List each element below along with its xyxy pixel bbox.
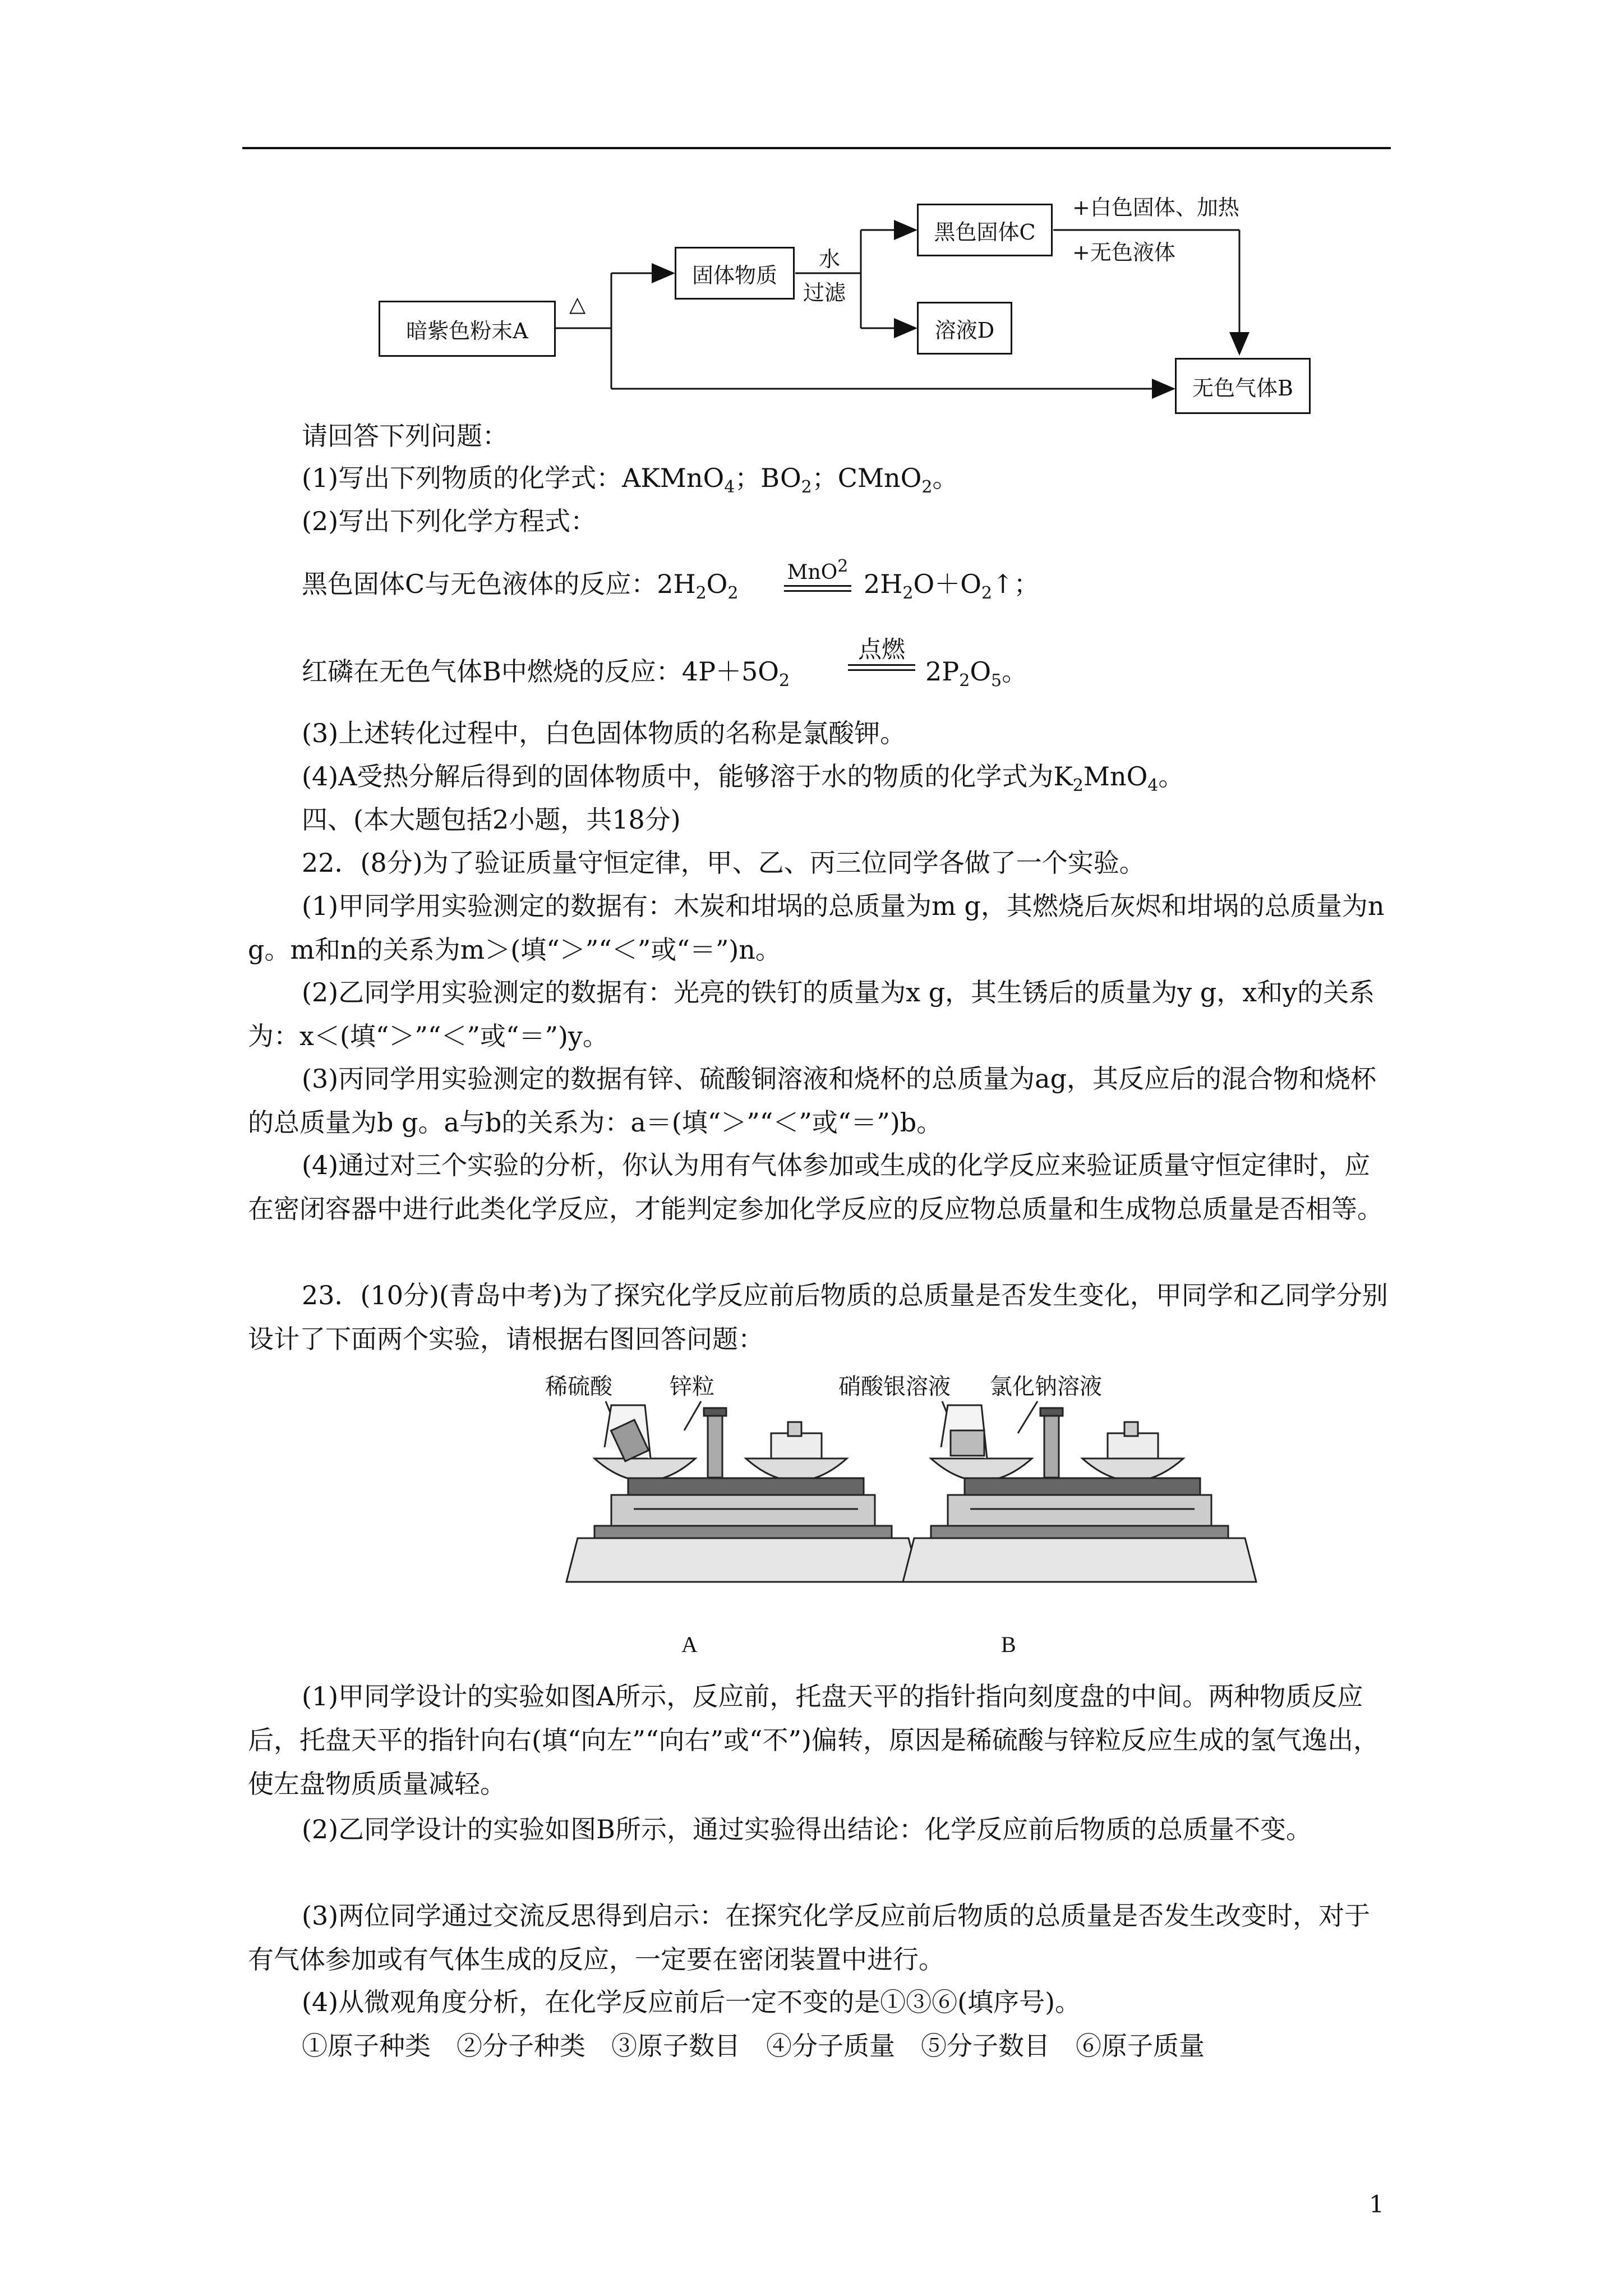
heat-label: △ — [569, 292, 586, 316]
section-4-heading: 四、(本大题包括2小题，共18分) — [302, 804, 681, 835]
node-b: 无色气体B — [1175, 358, 1311, 414]
q22-p1: (1)甲同学用实验测定的数据有：木炭和坩埚的总质量为m g，其燃烧后灰烬和坩埚的总质量为n g。m和n的关系为m＞(填“＞”“＜”或“＝”)n。 — [248, 891, 1385, 965]
page-number: 1 — [1369, 2191, 1384, 2218]
q21-intro: 请回答下列问题： — [302, 421, 508, 451]
fig-b-caption: B — [1001, 1632, 1016, 1657]
c-plus-liquid-label: +无色液体 — [1072, 240, 1175, 265]
q23-options: ①原子种类 ②分子种类 ③原子数目 ④分子质量 ⑤分子数目 ⑥原子质量 — [302, 2031, 1205, 2061]
q21-p1: (1)写出下列物质的化学式：AKMnO$_4$；$BO_2$；CMnO$_2$。 — [302, 463, 958, 498]
q23-title: 23．(10分)(青岛中考)为了探究化学反应前后物质的总质量是否发生变化，甲同学和乙同学分别设计了下面两个实验，请根据右图回答问题： — [248, 1280, 1388, 1354]
q23-p1: (1)甲同学设计的实验如图A所示，反应前，托盘天平的指针指向刻度盘的中间。两种物质反应后，托盘天平的指针向右(填“向左”“向右”或“不”)偏转，原因是稀硫酸与锌粒反应生成的氢气逸出，使左盘物质质量减轻。 — [248, 1681, 1379, 1799]
q21-equation-2-products: $2P_2O_5$。 — [925, 656, 1028, 691]
q23-p2: (2)乙同学设计的实验如图B所示，通过实验得出结论：化学反应前后物质的总质量不变。 — [302, 1814, 1312, 1844]
q22-title: 22．(8分)为了验证质量守恒定律，甲、乙、丙三位同学各做了一个实验。 — [302, 848, 1145, 878]
q21-p2: (2)写出下列化学方程式： — [302, 506, 597, 536]
balance-figure-a — [561, 1397, 925, 1649]
q21-p3: (3)上述转化过程中，白色固体物质的名称是氯酸钾。 — [302, 718, 906, 748]
balance-figure-b — [897, 1397, 1262, 1649]
q23-p3: (3)两位同学通过交流反思得到启示：在探究化学反应前后物质的总质量是否发生改变时，对于有气体参加或有气体生成的反应，一定要在密闭装置中进行。 — [248, 1901, 1371, 1975]
q22-p4: (4)通过对三个实验的分析，你认为用有气体参加或生成的化学反应来验证质量守恒定律时，应在密闭容器中进行此类化学反应，才能判定参加化学反应的反应物总质量和生成物总质量是否相等。 — [248, 1150, 1383, 1224]
node-c: 黑色固体C — [917, 204, 1053, 256]
q23-p4: (4)从微观角度分析，在化学反应前后一定不变的是①③⑥(填序号)。 — [302, 1987, 1081, 2017]
eq1-condition: MnO$^2$ — [784, 555, 851, 592]
node-a: 暗紫色粉末A — [379, 301, 556, 357]
node-solid: 固体物质 — [675, 247, 795, 300]
node-d: 溶液D — [917, 302, 1012, 355]
fig-a-label-acid: 稀硫酸 — [545, 1374, 612, 1400]
q22-p3: (3)丙同学用实验测定的数据有锌、硫酸铜溶液和烧杯的总质量为ag，其反应后的混合物和烧杯的总质量为b g。a与b的关系为：a＝(填“＞”“＜”或“＝”)b。 — [248, 1064, 1377, 1138]
q22-p2: (2)乙同学用实验测定的数据有：光亮的铁钉的质量为x g，其生锈后的质量为y g，x和y的关系为：x＜(填“＞”“＜”或“＝”)y。 — [248, 977, 1375, 1051]
flowchart-arrows — [0, 0, 1623, 449]
c-plus-white-label: +白色固体、加热 — [1072, 195, 1239, 220]
q21-p4: (4)A受热分解后得到的固体物质中，能够溶于水的物质的化学式为$K_2MnO_4$。 — [302, 761, 1184, 796]
water-label: 水 — [819, 247, 841, 272]
fig-b-label-sodium-chloride: 氯化钠溶液 — [990, 1374, 1102, 1400]
q21-equation-2: 红磷在无色气体B中燃烧的反应：$4P+5O_2$ — [302, 656, 790, 691]
fig-a-label-zinc: 锌粒 — [670, 1374, 714, 1400]
fig-b-label-silver-nitrate: 硝酸银溶液 — [838, 1374, 951, 1400]
eq2-condition: 点燃 — [848, 636, 915, 671]
filter-label: 过滤 — [803, 280, 846, 305]
fig-a-caption: A — [681, 1632, 698, 1657]
q21-equation-1: 黑色固体C与无色液体的反应：$2H_2O_2$ — [302, 569, 739, 604]
q21-equation-1-products: $2H_2O+O_2↑$； — [864, 569, 1040, 604]
